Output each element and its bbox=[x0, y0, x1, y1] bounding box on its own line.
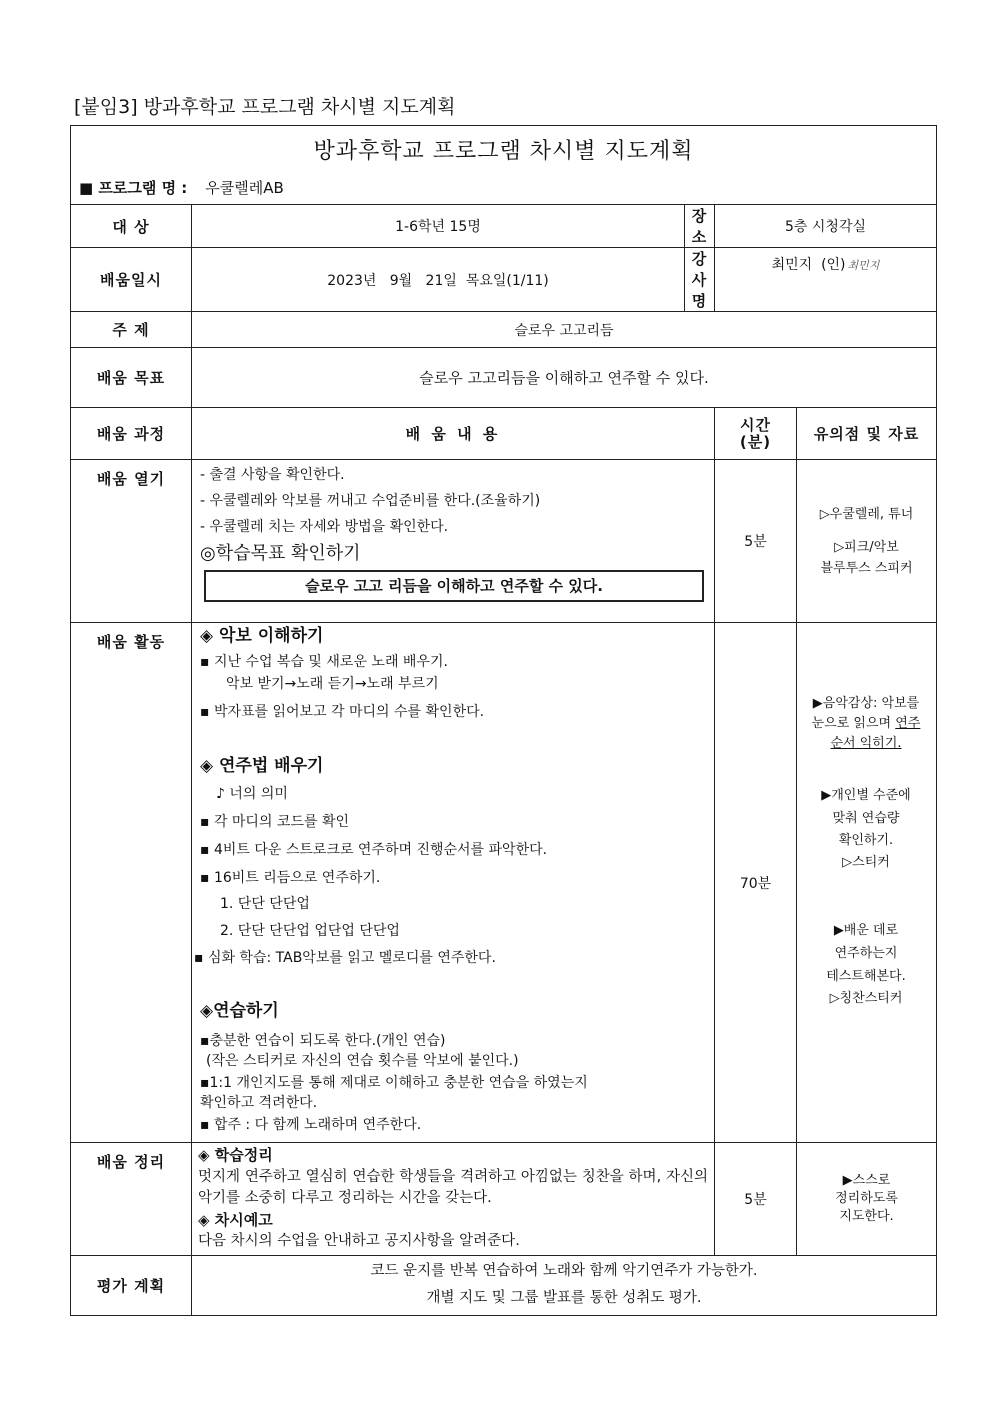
page-title: 방과후학교 프로그램 차시별 지도계획 bbox=[313, 139, 694, 164]
activity-line: 1. 단단 단단업 bbox=[220, 896, 310, 912]
lesson-plan-table bbox=[70, 125, 937, 1316]
activity-content bbox=[192, 623, 715, 1143]
closing-time: 5분 bbox=[715, 1143, 797, 1256]
activity-line: ▪ 심화 학습: TAB악보를 읽고 멜로디를 연주한다. bbox=[194, 950, 496, 966]
col-content: 배 움 내 용 bbox=[192, 408, 715, 460]
activity-line: (작은 스티커로 자신의 연습 횟수를 악보에 붙인다.) bbox=[206, 1053, 519, 1069]
activity-line: 확인하고 격려한다. bbox=[200, 1095, 318, 1111]
teacher-value: 최민지 (인) bbox=[771, 257, 846, 273]
opening-time: 5분 bbox=[715, 460, 797, 623]
date-value: 2023년 9월 21일 목요일(1/11) bbox=[192, 248, 685, 312]
signature: 최민지 bbox=[847, 259, 880, 272]
evaluation-line: 개별 지도 및 그룹 발표를 통한 성취도 평가. bbox=[426, 1290, 702, 1306]
place-label: 장 소 bbox=[685, 205, 715, 248]
place-value: 5층 시청각실 bbox=[715, 205, 937, 248]
closing-materials bbox=[797, 1143, 937, 1256]
activity-line: ▪ 4비트 다운 스트로크로 연주하며 진행순서를 파악한다. bbox=[200, 842, 548, 858]
material-item: 연주하는지 bbox=[834, 946, 898, 961]
activity-line: ▪ 각 마디의 코드를 확인 bbox=[200, 814, 350, 830]
material-item: 테스트해본다. bbox=[826, 969, 906, 984]
teacher-cell bbox=[715, 248, 937, 312]
program-line bbox=[79, 177, 284, 198]
material-item: ▷칭찬스티커 bbox=[829, 991, 903, 1006]
attachment-title: [붙임3] 방과후학교 프로그램 차시별 지도계획 bbox=[74, 96, 456, 118]
material-item: 확인하기. bbox=[838, 833, 894, 848]
material-item: ▷우쿨렐레, 튜너 bbox=[819, 506, 914, 522]
teacher-label: 강사 명 bbox=[685, 248, 715, 312]
closing-label: 배움 정리 bbox=[71, 1143, 192, 1256]
material-item: ▶개인별 수준에 bbox=[821, 788, 911, 803]
target-label: 대 상 bbox=[71, 205, 192, 248]
material-item: 순서 익히기. bbox=[830, 736, 902, 751]
section-heading: ◈ 연주법 배우기 bbox=[200, 756, 324, 776]
header-cell bbox=[71, 126, 937, 205]
material-item: ▶배운 데로 bbox=[833, 923, 899, 938]
activity-line: ▪1:1 개인지도를 통해 제대로 이해하고 충분한 연습을 하였는지 bbox=[200, 1075, 588, 1091]
goal-heading: ◎학습목표 확인하기 bbox=[200, 543, 361, 564]
activity-line: 2. 단단 단단업 업단업 단단업 bbox=[220, 923, 400, 939]
section-heading: ◈연습하기 bbox=[200, 1001, 279, 1021]
material-text: 연주 bbox=[895, 716, 921, 731]
opening-line: - 우쿨렐레와 악보를 꺼내고 수업준비를 한다.(조율하기) bbox=[200, 493, 541, 509]
evaluation-label: 평가 계획 bbox=[71, 1255, 192, 1315]
topic-value: 슬로우 고고리듬 bbox=[192, 312, 937, 348]
section-heading: ◈ 악보 이해하기 bbox=[200, 626, 324, 646]
material-item: 맞춰 연습량 bbox=[832, 811, 900, 826]
material-item bbox=[797, 713, 935, 735]
opening-label: 배움 열기 bbox=[71, 460, 192, 623]
closing-heading: ◈ 차시예고 bbox=[198, 1210, 273, 1229]
opening-content bbox=[192, 460, 715, 623]
opening-materials bbox=[797, 460, 937, 623]
activity-line: ▪충분한 연습이 되도록 한다.(개인 연습) bbox=[200, 1033, 446, 1049]
evaluation-content bbox=[192, 1255, 937, 1315]
material-item: ▶스스로 bbox=[842, 1172, 891, 1188]
activity-label: 배움 활동 bbox=[71, 623, 192, 1143]
activity-line: ▪ 박자표를 읽어보고 각 마디의 수를 확인한다. bbox=[200, 704, 485, 720]
activity-line: ♪ 너의 의미 bbox=[216, 786, 288, 802]
closing-heading: ◈ 학습정리 bbox=[198, 1146, 273, 1164]
opening-line: - 우쿨렐레 치는 자세와 방법을 확인한다. bbox=[200, 519, 449, 535]
activity-materials bbox=[797, 623, 937, 1143]
closing-text: 다음 차시의 수업을 안내하고 공지사항을 알려준다. bbox=[198, 1233, 520, 1249]
material-text: 눈으로 읽으며 bbox=[811, 716, 896, 731]
activity-line: ▪ 합주 : 다 함께 노래하며 연주한다. bbox=[200, 1117, 422, 1133]
date-label: 배움일시 bbox=[71, 248, 192, 312]
material-item: 정리하도록 bbox=[835, 1190, 898, 1206]
target-value: 1-6학년 15명 bbox=[192, 205, 685, 248]
closing-content bbox=[192, 1143, 715, 1256]
material-item: ▶음악감상: 악보를 bbox=[812, 696, 920, 711]
opening-line: - 출결 사항을 확인한다. bbox=[200, 467, 345, 483]
program-label: ■ 프로그램 명 : bbox=[79, 179, 188, 197]
col-time: 시간 (분) bbox=[715, 408, 797, 460]
closing-text: 멋지게 연주하고 열심히 연습한 학생들을 격려하고 아낌없는 칭찬을 하며, 자신의 악기를 소중히 다루고 정리하는 시간을 갖는다. bbox=[198, 1168, 708, 1206]
activity-line: ▪ 16비트 리듬으로 연주하기. bbox=[200, 870, 381, 886]
activity-line: ▪ 지난 수업 복습 및 새로운 노래 배우기. bbox=[200, 654, 448, 670]
goal-value: 슬로우 고고리듬을 이해하고 연주할 수 있다. bbox=[192, 348, 937, 408]
topic-label: 주 제 bbox=[71, 312, 192, 348]
col-materials: 유의점 및 자료 bbox=[797, 408, 937, 460]
activity-line: 악보 받기→노래 듣기→노래 부르기 bbox=[226, 676, 439, 692]
col-process: 배움 과정 bbox=[71, 408, 192, 460]
program-name: 우쿨렐레AB bbox=[205, 179, 284, 197]
material-item: 블루투스 스피커 bbox=[820, 560, 913, 576]
activity-time: 70분 bbox=[715, 623, 797, 1143]
material-item: 지도한다. bbox=[839, 1208, 894, 1224]
goal-box: 슬로우 고고 리듬을 이해하고 연주할 수 있다. bbox=[204, 570, 704, 602]
material-item: ▷스티커 bbox=[842, 855, 890, 870]
evaluation-line: 코드 운지를 반복 연습하여 노래와 함께 악기연주가 가능한가. bbox=[370, 1263, 758, 1279]
goal-label: 배움 목표 bbox=[71, 348, 192, 408]
material-item: ▷피크/악보 bbox=[834, 539, 899, 555]
